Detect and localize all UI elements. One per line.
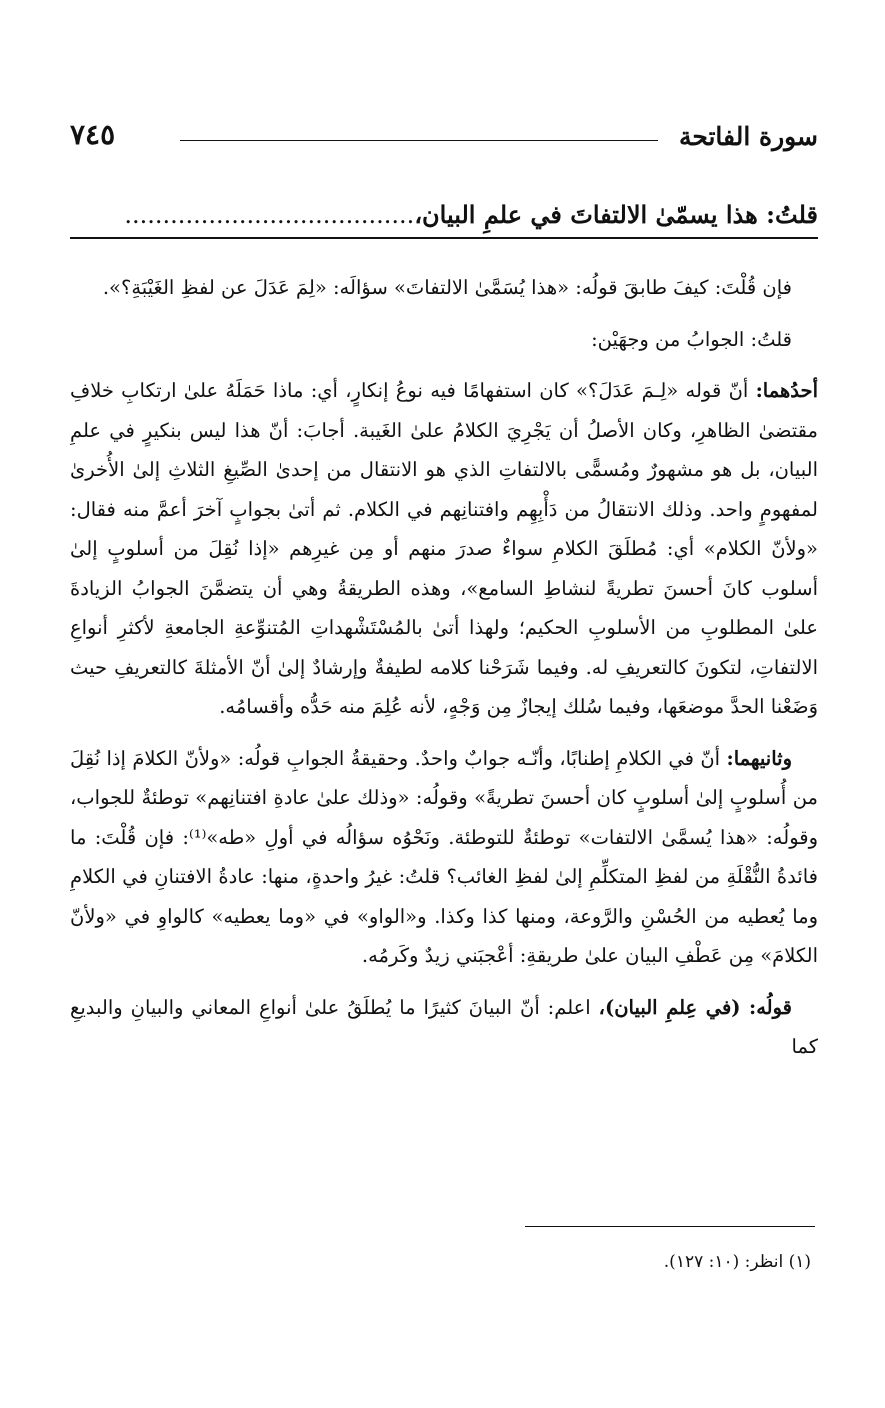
footnote-rule (525, 1226, 815, 1227)
paragraph-text: اعلم: أنّ البيانَ كثيرًا ما يُطلَقُ علىٰ أنواعِ المعاني والبيانِ والبديعِ كما (70, 995, 818, 1058)
paragraph-text: قلتُ: الجوابُ من وجهَيْن: (591, 327, 792, 351)
page-number: ٧٤٥ (70, 118, 116, 151)
running-header (70, 120, 818, 160)
surah-title: سورة الفاتحة (678, 122, 818, 151)
paragraph-lead: أحدُهما: (755, 379, 818, 402)
paragraph (70, 739, 818, 976)
paragraph-lead: قولُه: (في عِلمِ البيان)، (598, 995, 792, 1019)
matn-dots: ...................................... (124, 201, 415, 229)
matn-divider (70, 237, 818, 239)
matn-text: قلتُ: هذا يسمّىٰ الالتفاتَ في علمِ البيان، (414, 200, 818, 229)
header-rule (180, 140, 658, 141)
paragraph-text: أنّ في الكلامِ إطنابًا، وأنّـه جوابٌ واحدٌ. وحقيقةُ الجوابِ قولُه: «ولأنّ الكلامَ إذا نُقِلَ من أُسلوبٍ إلىٰ أسلوبٍ كان أحسنَ تطريةً» وقولُه: «وذلك علىٰ عادةِ افتنانِهم» توطئةٌ للجواب، وقولُه: «هذا يُسمَّىٰ الالتفات» توطئةٌ للتوطئة. ونَحْوُه سؤالُه في أولِ «طه»⁽¹⁾: فإن قُلْتَ: ما فائدةُ النُّقْلَةِ من لفظِ المتكلِّمِ إلىٰ لفظِ الغائب؟ قلتُ: غيرُ واحدةٍ، منها: عادةُ الافتنانِ في الكلامِ وما يُعطيه من الحُسْنِ والرَّوعة، ومنها كذا وكذا. و«الواو» في «وما يعطيه» كالواوِ في «ولأنّ الكلامَ» مِن عَطْفِ البيان علىٰ طريقةِ: أعْجبَني زيدٌ وكَرمُه. (70, 746, 818, 967)
paragraph (70, 371, 818, 727)
paragraph (70, 320, 818, 360)
paragraph (70, 268, 818, 308)
footnote: (١) انظر: (١٠: ١٢٧). (663, 1252, 811, 1272)
paragraph-lead: وثانيهما: (726, 746, 792, 770)
paragraph-text: أنّ قوله «لِـمَ عَدَلَ؟» كان استفهامًا فيه نوعُ إنكارٍ، أي: ماذا حَمَلَهُ علىٰ ارتكابِ خلافِ مقتضىٰ الظاهرِ، وكان الأصلُ أن يَجْرِيَ الكلامُ علىٰ الغَيبة. أجابَ: أنّ هذا ليس بنكيرٍ في علمِ البيان، بل هو مشهورٌ ومُسمًّى بالالتفاتِ الذي هو الانتقال من إحدىٰ الصِّيغِ الثلاثِ إلىٰ الأُخرىٰ لمفهومٍ واحد. وذلك الانتقالُ من دَأْبِهِم وافتنانِهم في الكلام. ثم أتىٰ بجوابٍ آخرَ أعمَّ منه فقال: «ولأنّ الكلام» أي: مُطلَقَ الكلامِ سواءٌ صدرَ منهم أو مِن غيرِهم «إذا نُقِلَ من أسلوبٍ إلىٰ أسلوب كانَ أحسنَ تطريةً لنشاطِ السامع»، وهذه الطريقةُ وهي أن يتضمَّنَ الجوابُ الزيادةَ علىٰ المطلوبِ من الأسلوبِ الحكيم؛ ولهذا أتىٰ بالمُسْتَشْهداتِ المُتنوِّعةِ الجامعةِ لأكثرِ أنواعِ الالتفاتِ، لتكونَ كالتعريفِ له. وفيما شَرَحْنا كلامه لطيفةٌ وإرشادٌ إلىٰ أنّ الأمثلةَ كالتعريفِ حيث وَضَعْنا الحدَّ موضعَها، وفيما سُلك إيجازٌ مِن وَجْهٍ، لأنه عُلِمَ منه حَدُّه وأقسامُه. (70, 379, 818, 718)
paragraph (70, 988, 818, 1067)
commentary-body (70, 268, 818, 1148)
paragraph-text: فإن قُلْتَ: كيفَ طابقَ قولُه: «هذا يُسَمَّىٰ الالتفاتَ» سؤالَه: «لِمَ عَدَلَ عن لفظِ الغَيْبَةِ؟». (102, 276, 792, 299)
matn-quote (70, 200, 818, 236)
